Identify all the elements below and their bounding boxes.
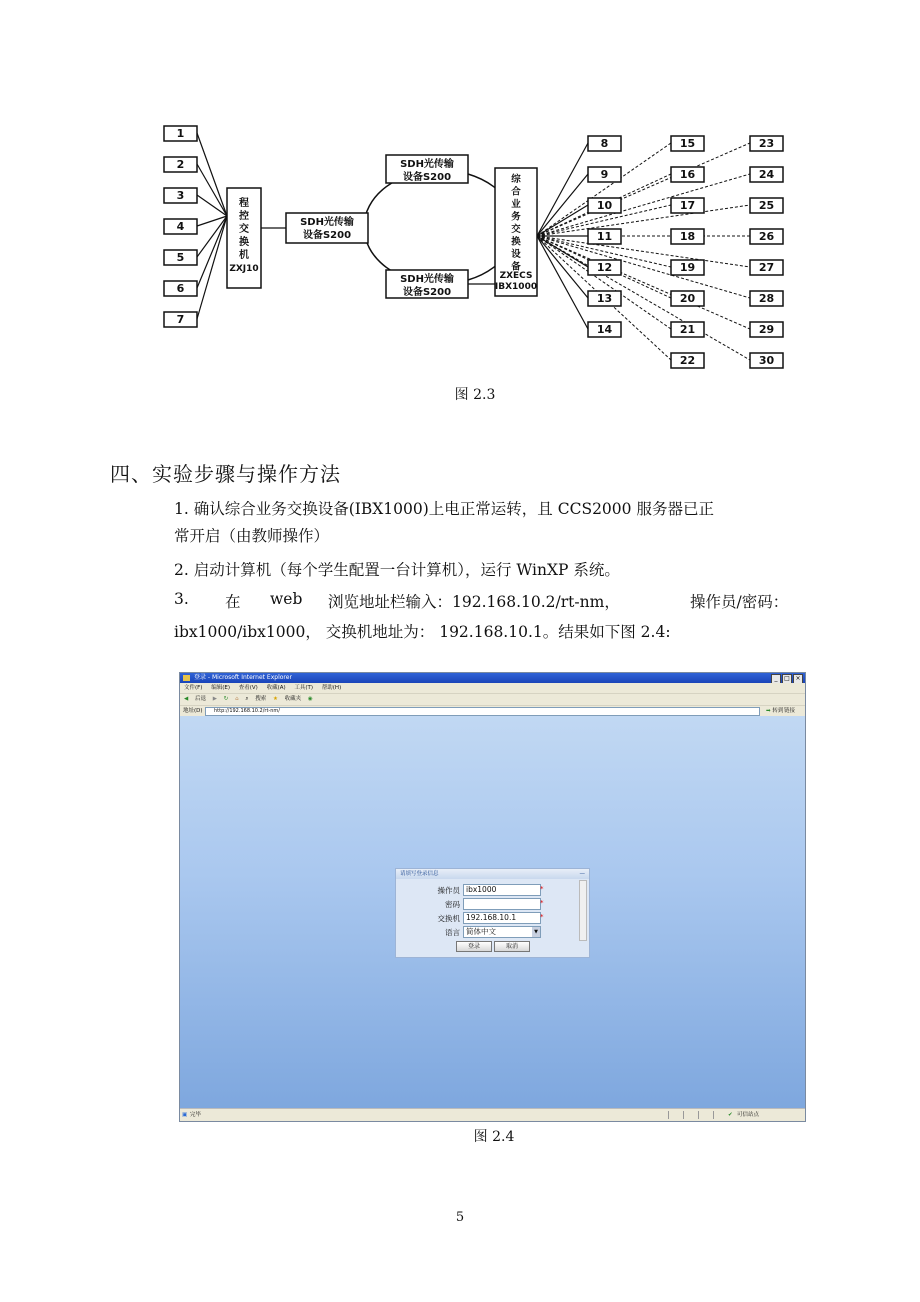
ibx-label-line: 设 (511, 249, 521, 260)
ibx-label-line: 综 (511, 174, 521, 185)
trusted-zone-icon: ✔ (728, 1112, 733, 1118)
dashed-link (537, 143, 671, 236)
network-diagram (150, 118, 790, 380)
switch-input[interactable]: 192.168.10.1 (463, 912, 541, 924)
ibx-label-line: ZXECS (499, 271, 533, 281)
sdh-top-line: SDH光传输 (400, 159, 454, 170)
address-label: 地址(D) (183, 708, 203, 714)
dashed-link (537, 236, 750, 267)
dashed-link (537, 205, 750, 236)
forward-icon[interactable]: ▶ (212, 696, 217, 702)
step-3-word-a: 在 (225, 593, 241, 611)
search-icon[interactable]: ⌕ (245, 696, 249, 702)
address-bar (180, 705, 805, 716)
go-icon: ➡ (766, 708, 771, 714)
close-icon[interactable]: × (793, 674, 803, 684)
menu-edit[interactable]: 编辑(E) (211, 685, 230, 691)
status-text: 完毕 (190, 1112, 202, 1118)
sdh-mid-line: SDH光传输 (300, 217, 354, 228)
menu-tools[interactable]: 工具(T) (294, 685, 314, 691)
operator-label: 操作员 (437, 886, 460, 895)
port-label-27: 27 (758, 261, 775, 274)
ring-network (364, 170, 516, 284)
switch-label-line: ZXJ10 (229, 264, 259, 274)
favorites-button[interactable]: 收藏夹 (284, 696, 302, 702)
window-title: 登录 - Microsoft Internet Explorer (194, 674, 292, 681)
port-label-22: 22 (679, 354, 696, 367)
dialog-scrollbar[interactable] (579, 880, 587, 941)
page-icon: ▣ (182, 1112, 188, 1118)
ie-browser-screenshot (179, 672, 806, 1122)
link-line (197, 216, 227, 319)
port-label-26: 26 (758, 230, 775, 243)
link-line (197, 133, 227, 216)
ibx-label-line: IBX1000 (494, 282, 538, 292)
zone-text: 可信站点 (737, 1112, 760, 1118)
sdh-bottom-line: 设备S200 (402, 287, 452, 298)
section-title: 四、实验步骤与操作方法 (110, 462, 341, 486)
port-label-5: 5 (176, 251, 185, 264)
sdh-bottom-line: SDH光传输 (400, 274, 454, 285)
page-number: 5 (455, 1210, 465, 1225)
back-button[interactable]: 后退 (194, 696, 206, 702)
port-label-29: 29 (758, 323, 775, 336)
home-icon[interactable]: ⌂ (235, 696, 239, 702)
figure-2-4-caption: 图 2.4 (473, 1129, 515, 1145)
step-2: 2. 启动计算机（每个学生配置一台计算机），运行 WinXP 系统。 (174, 561, 620, 579)
cancel-button[interactable]: 取消 (494, 941, 530, 952)
address-input[interactable]: http://192.168.10.2/rt-nm/ (205, 707, 760, 716)
link-line (537, 236, 588, 298)
window-titlebar (180, 673, 805, 683)
link-line (197, 164, 227, 216)
menu-bar (180, 683, 805, 693)
collapse-icon[interactable]: — (579, 871, 585, 877)
login-dialog (395, 868, 590, 958)
switch-label-line: 程 (239, 198, 249, 209)
sdh-mid-line: 设备S200 (302, 230, 352, 241)
dashed-link (537, 236, 750, 329)
port-label-7: 7 (176, 313, 185, 326)
link-line (537, 236, 588, 267)
switch-row (396, 912, 576, 924)
switch-label: 交换机 (437, 914, 460, 923)
port-label-23: 23 (758, 137, 775, 150)
port-label-28: 28 (758, 292, 775, 305)
dialog-title: 请填写登录信息 (400, 871, 439, 877)
language-row (396, 926, 576, 938)
status-divider (668, 1111, 669, 1119)
port-label-11: 11 (596, 230, 613, 243)
dashed-link (537, 174, 750, 236)
go-button[interactable] (766, 706, 783, 716)
port-label-30: 30 (758, 354, 775, 367)
maximize-icon[interactable]: □ (782, 674, 792, 684)
language-label: 语言 (445, 928, 460, 937)
menu-view[interactable]: 查看(V) (238, 685, 258, 691)
switch-label-line: 机 (239, 250, 249, 261)
ibx-label-line: 合 (511, 186, 521, 198)
step-3-word-d: 操作员/密码： (690, 593, 789, 611)
switch-label-line: 换 (239, 237, 249, 248)
port-label-8: 8 (600, 137, 609, 150)
status-divider (698, 1111, 699, 1119)
refresh-icon[interactable]: ↻ (223, 696, 229, 702)
back-icon[interactable]: ◀ (184, 696, 189, 702)
port-label-9: 9 (600, 168, 609, 181)
status-bar (180, 1108, 805, 1121)
dashed-link (537, 236, 671, 329)
port-label-13: 13 (596, 292, 613, 305)
dialog-header (396, 869, 589, 879)
link-line (537, 236, 588, 329)
step-3-word-b: web (270, 590, 303, 608)
link-line (537, 205, 588, 236)
sdh-top-line: 设备S200 (402, 172, 452, 183)
figure-2-3-caption: 图 2.3 (454, 387, 496, 403)
link-line (537, 174, 588, 236)
step-3-line-2: ibx1000/ibx1000， 交换机地址为： 192.168.10.1。结果如下图 2.4: (174, 623, 671, 641)
links-button[interactable]: 链接 (784, 708, 796, 714)
language-value: 简体中文 (466, 927, 496, 936)
media-icon[interactable]: ◉ (307, 696, 313, 702)
toolbar (180, 693, 805, 705)
go-label: 转到 (772, 708, 784, 714)
ie-logo-icon (183, 675, 190, 681)
port-label-2: 2 (176, 158, 185, 171)
port-label-12: 12 (596, 261, 613, 274)
menu-file[interactable]: 文件(F) (184, 685, 203, 691)
ibx-label-line: 交 (511, 224, 521, 235)
port-label-14: 14 (596, 323, 613, 336)
port-label-21: 21 (679, 323, 696, 336)
port-label-1: 1 (176, 127, 185, 140)
step-1-line-2: 常开启（由教师操作） (174, 527, 330, 545)
port-label-25: 25 (758, 199, 775, 212)
password-row (396, 898, 576, 910)
switch-label-line: 控 (239, 211, 249, 222)
dashed-link (537, 236, 750, 298)
port-label-24: 24 (758, 168, 775, 181)
password-label: 密码 (445, 900, 460, 909)
required-mark: * (540, 899, 544, 907)
dashed-link (537, 143, 750, 236)
required-mark: * (540, 913, 544, 921)
link-line (197, 216, 227, 226)
switch-label-line: 交 (239, 224, 249, 235)
step-3-word-c: 浏览地址栏输入：192.168.10.2/rt-nm， (328, 593, 620, 611)
port-label-17: 17 (679, 199, 696, 212)
step-3-number: 3. (174, 590, 189, 608)
ibx-label-line: 务 (511, 211, 521, 223)
page-viewport (180, 716, 805, 1109)
menu-help[interactable]: 帮助(H) (321, 685, 342, 691)
port-label-19: 19 (679, 261, 696, 274)
operator-row (396, 884, 576, 896)
dashed-link (537, 236, 750, 360)
status-divider (683, 1111, 684, 1119)
port-label-20: 20 (679, 292, 696, 305)
ibx-label-line: 业 (511, 199, 521, 210)
link-line (197, 216, 227, 288)
port-label-10: 10 (596, 199, 613, 212)
chevron-down-icon[interactable]: ▼ (532, 927, 540, 937)
ibx-label-line: 换 (511, 236, 521, 248)
password-input[interactable] (463, 898, 541, 910)
link-line (197, 195, 227, 216)
minimize-icon[interactable]: _ (771, 674, 781, 684)
language-select[interactable] (463, 926, 541, 938)
operator-input[interactable]: ibx1000 (463, 884, 541, 896)
port-label-16: 16 (679, 168, 696, 181)
search-button[interactable]: 搜索 (255, 696, 267, 702)
port-label-3: 3 (176, 189, 185, 202)
port-label-15: 15 (679, 137, 696, 150)
required-mark: * (540, 885, 544, 893)
ibx-label-line: 备 (511, 261, 521, 273)
menu-favorites[interactable]: 收藏(A) (266, 685, 286, 691)
status-divider (713, 1111, 714, 1119)
step-1-line-1: 1. 确认综合业务交换设备(IBX1000)上电正常运转，且 CCS2000 服务器已正 (174, 500, 714, 518)
port-label-4: 4 (176, 220, 185, 233)
port-label-18: 18 (679, 230, 696, 243)
port-label-6: 6 (176, 282, 185, 295)
favorites-icon[interactable]: ★ (272, 696, 278, 702)
login-button[interactable]: 登录 (456, 941, 492, 952)
link-line (537, 143, 588, 236)
